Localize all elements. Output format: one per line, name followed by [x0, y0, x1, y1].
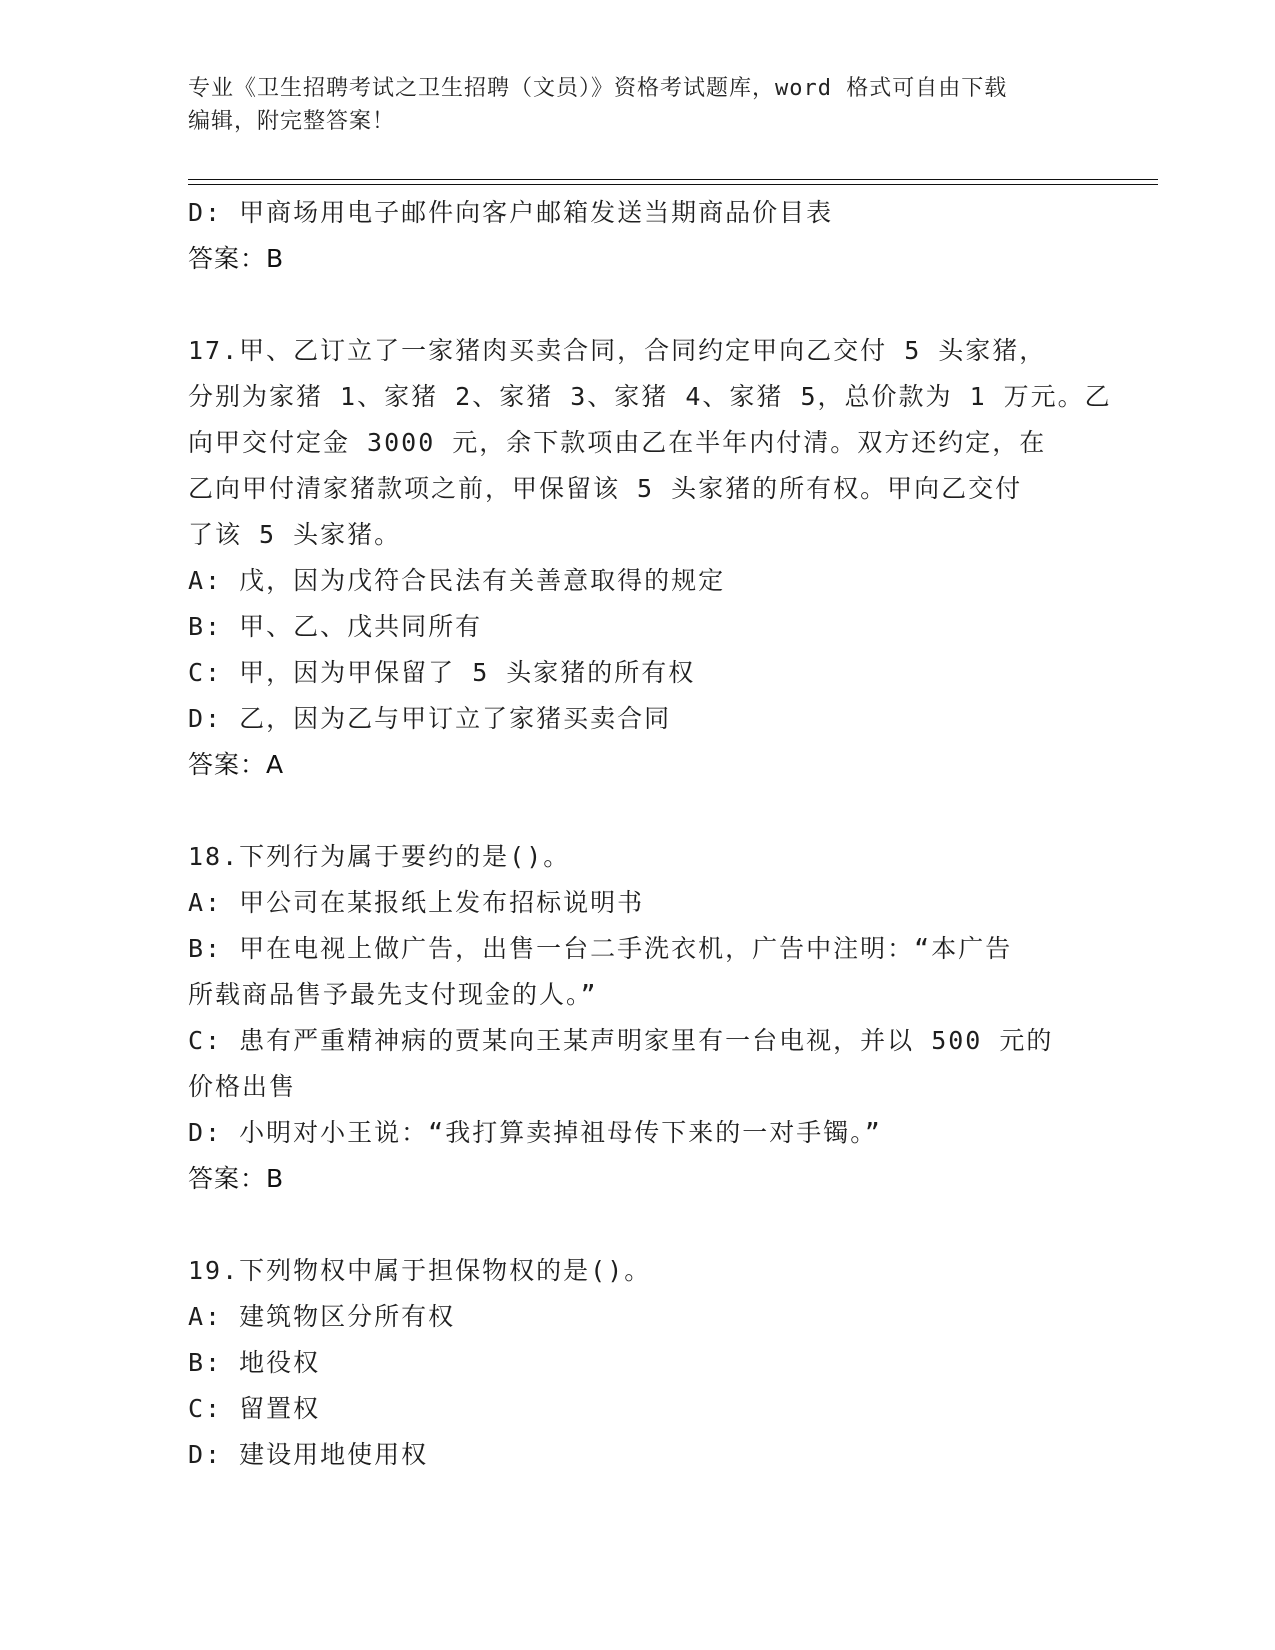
header-line-2: 编辑，附完整答案！ — [188, 109, 396, 134]
q16-option-d: D: 甲商场用电子邮件向客户邮箱发送当期商品价目表 — [188, 198, 834, 227]
header-line-1: 专业《卫生招聘考试之卫生招聘（文员）》资格考试题库，word 格式可自由下载 — [188, 76, 1008, 101]
spacer — [188, 282, 1088, 328]
q18-option-d: D: 小明对小王说：“我打算卖掉祖母传下来的一对手镯。” — [188, 1118, 882, 1147]
document-header — [188, 72, 1068, 138]
q17-stem-line: 了该 5 头家猪。 — [188, 520, 402, 549]
q17-stem-line: 分别为家猪 1、家猪 2、家猪 3、家猪 4、家猪 5，总价款为 1 万元。乙 — [188, 382, 1112, 411]
q18-answer: 答案：B — [188, 1164, 285, 1193]
q17-stem-line: 乙向甲付清家猪款项之前，甲保留该 5 头家猪的所有权。甲向乙交付 — [188, 474, 1023, 503]
spacer — [188, 1202, 1088, 1248]
q18-stem: 18.下列行为属于要约的是()。 — [188, 842, 571, 871]
question-17 — [188, 328, 1112, 788]
q19-option-d: D: 建设用地使用权 — [188, 1440, 429, 1469]
q17-option-d: D: 乙，因为乙与甲订立了家猪买卖合同 — [188, 704, 672, 733]
q17-option-c: C: 甲，因为甲保留了 5 头家猪的所有权 — [188, 658, 696, 687]
q18-option-b-line-1: B: 甲在电视上做广告，出售一台二手洗衣机，广告中注明：“本广告 — [188, 934, 1013, 963]
q19-option-b: B: 地役权 — [188, 1348, 321, 1377]
q17-stem-line: 17.甲、乙订立了一家猪肉买卖合同，合同约定甲向乙交付 5 头家猪， — [188, 336, 1047, 365]
q19-option-c: C: 留置权 — [188, 1394, 321, 1423]
document-body — [188, 190, 1112, 1478]
question-18 — [188, 834, 1088, 1202]
q17-option-a: A: 戊，因为戊符合民法有关善意取得的规定 — [188, 566, 726, 595]
q17-option-b: B: 甲、乙、戊共同所有 — [188, 612, 483, 641]
q17-stem-line: 向甲交付定金 3000 元，余下款项由乙在半年内付清。双方还约定，在 — [188, 428, 1047, 457]
q18-option-c-line-2: 价格出售 — [188, 1072, 297, 1101]
header-rule-top — [188, 179, 1158, 180]
q18-option-b-line-2: 所载商品售予最先支付现金的人。” — [188, 980, 598, 1009]
q16-answer: 答案：B — [188, 244, 285, 273]
spacer — [188, 788, 1088, 834]
question-19 — [188, 1248, 1088, 1478]
question-16-tail — [188, 190, 1088, 282]
header-rule-bottom — [188, 184, 1158, 185]
q17-answer: 答案：A — [188, 750, 285, 779]
q18-option-a: A: 甲公司在某报纸上发布招标说明书 — [188, 888, 645, 917]
q18-option-c-line-1: C: 患有严重精神病的贾某向王某声明家里有一台电视，并以 500 元的 — [188, 1026, 1054, 1055]
q19-stem: 19.下列物权中属于担保物权的是()。 — [188, 1256, 652, 1285]
q19-option-a: A: 建筑物区分所有权 — [188, 1302, 456, 1331]
